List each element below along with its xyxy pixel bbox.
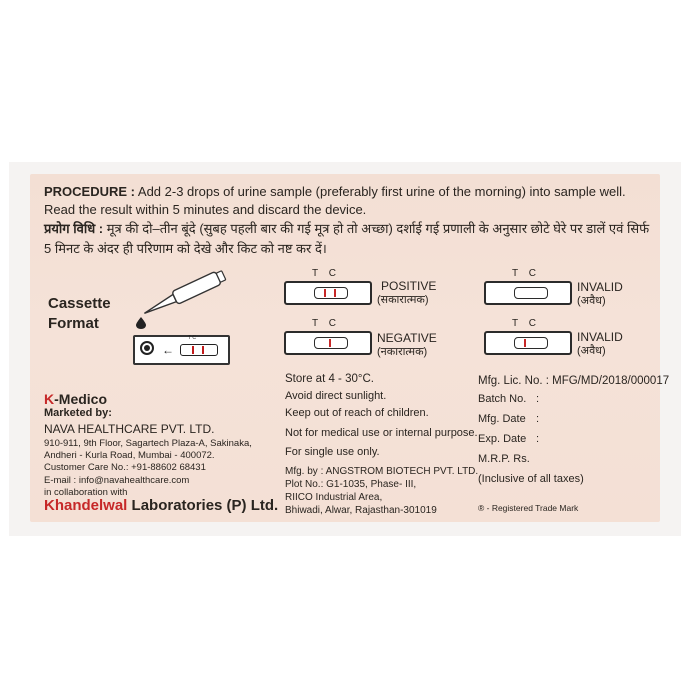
storage-single-use: For single use only. xyxy=(285,446,380,458)
mfg-date-label: Mfg. Date xyxy=(478,413,526,425)
registered-trademark-note: ® - Registered Trade Mark xyxy=(478,503,579,513)
procedure-block xyxy=(44,183,654,259)
test-line xyxy=(324,289,326,297)
procedure-label: PROCEDURE : xyxy=(44,184,136,199)
marketer-email: E-mail : info@navahealthcare.com xyxy=(44,475,190,486)
mini-control-line xyxy=(202,346,204,354)
procedure-hindi-label: प्रयोग विधि : xyxy=(44,221,104,236)
brand-k-medico xyxy=(44,391,107,407)
customer-care: Customer Care No.: +91-88602 68431 xyxy=(44,462,206,473)
result-device-invalid-blank xyxy=(484,281,572,305)
mini-result-window xyxy=(180,344,218,356)
procedure-hindi-text: मूत्र की दो–तीन बूंदे (सुबह पहली बार की गई मूत्र हो तो अच्छा) दर्शाई गई प्रणाली के अनुसार छोटे घेरे पर डालें एवं सिर्फ 5 मिनट के अंदर ही परिणाम को देखे और किट को नष्ट कर दें। xyxy=(44,221,650,256)
tc-label: T C xyxy=(512,268,540,279)
sample-well-icon xyxy=(140,341,154,355)
marketed-by-label: Marketed by: xyxy=(44,407,112,419)
result-device-invalid-test xyxy=(484,331,572,355)
brand-rest: -Medico xyxy=(54,391,108,407)
test-line xyxy=(524,339,526,347)
storage-temp: Store at 4 - 30°C. xyxy=(285,373,374,385)
result-label-positive: POSITIVE xyxy=(381,279,437,293)
manufacturer-block xyxy=(285,465,478,517)
cassette-format-label xyxy=(48,294,111,334)
batch-no-label: Batch No. xyxy=(478,393,527,405)
result-hindi-invalid: (अवैध) xyxy=(577,295,606,307)
result-label-negative: NEGATIVE xyxy=(377,331,437,345)
result-hindi-positive: (सकारात्मक) xyxy=(377,294,429,306)
storage-sunlight: Avoid direct sunlight. xyxy=(285,390,387,402)
mrp-taxes-note: (Inclusive of all taxes) xyxy=(478,473,584,485)
manufacturer-line1: Mfg. by : ANGSTROM BIOTECH PVT. LTD. xyxy=(285,466,479,477)
cassette-illustration xyxy=(133,335,230,365)
tc-label: T C xyxy=(512,318,540,329)
procedure-english xyxy=(44,183,654,219)
manufacturer-line4: Bhiwadi, Alwar, Rajasthan-301019 xyxy=(285,505,437,516)
manufacturer-line3: RIICO Industrial Area, xyxy=(285,492,383,503)
mfg-date-colon: : xyxy=(536,413,540,425)
result-label-invalid: INVALID xyxy=(577,280,623,294)
mini-tc-label: T C xyxy=(188,335,196,341)
tc-label: T C xyxy=(312,268,340,279)
result-label-invalid-2: INVALID xyxy=(577,330,623,344)
exp-date-colon: : xyxy=(536,433,540,445)
exp-date-label: Exp. Date xyxy=(478,433,527,445)
cassette-label-line2: Format xyxy=(48,315,99,332)
result-window xyxy=(514,337,548,349)
khandelwal-laboratories xyxy=(44,497,278,514)
control-line xyxy=(334,289,336,297)
batch-no-colon: : xyxy=(536,393,540,405)
collaboration-note: in collaboration with xyxy=(44,487,128,498)
manufacturer-line2: Plot No.: G1-1035, Phase- III, xyxy=(285,479,417,490)
khandelwal-red: Khandelwal xyxy=(44,497,128,514)
mfg-lic-no: Mfg. Lic. No. : MFG/MD/2018/000017 xyxy=(478,375,670,387)
storage-children: Keep out of reach of children. xyxy=(285,407,429,419)
result-device-negative xyxy=(284,331,372,355)
mini-test-line xyxy=(192,346,194,354)
tc-label: T C xyxy=(312,318,340,329)
brand-k: K xyxy=(44,391,55,407)
khandelwal-rest: Laboratories (P) Ltd. xyxy=(127,497,279,514)
result-window xyxy=(514,287,548,299)
storage-medical-use: Not for medical use or internal purpose. xyxy=(285,427,478,439)
control-line xyxy=(329,339,331,347)
result-hindi-negative: (नकारात्मक) xyxy=(377,346,428,358)
result-window xyxy=(314,287,348,299)
procedure-hindi xyxy=(44,219,654,259)
cassette-label-line1: Cassette xyxy=(48,295,111,312)
mrp-label: M.R.P. Rs. xyxy=(478,453,530,465)
result-window xyxy=(314,337,348,349)
procedure-english-text: Add 2-3 drops of urine sample (preferably first urine of the morning) into sample well. Read the result within 5 minutes and discard the device. xyxy=(44,184,626,217)
result-device-positive xyxy=(284,281,372,305)
urine-drop-icon xyxy=(136,317,146,329)
marketer-name: NAVA HEALTHCARE PVT. LTD. xyxy=(44,422,215,436)
marketer-address1: 910-911, 9th Floor, Sagartech Plaza-A, Sakinaka, xyxy=(44,438,252,449)
dropper-icon xyxy=(133,262,233,322)
result-hindi-invalid-2: (अवैध) xyxy=(577,345,606,357)
marketer-address2: Andheri - Kurla Road, Mumbai - 400072. xyxy=(44,450,215,461)
arrow-left-icon: ← xyxy=(162,343,174,357)
